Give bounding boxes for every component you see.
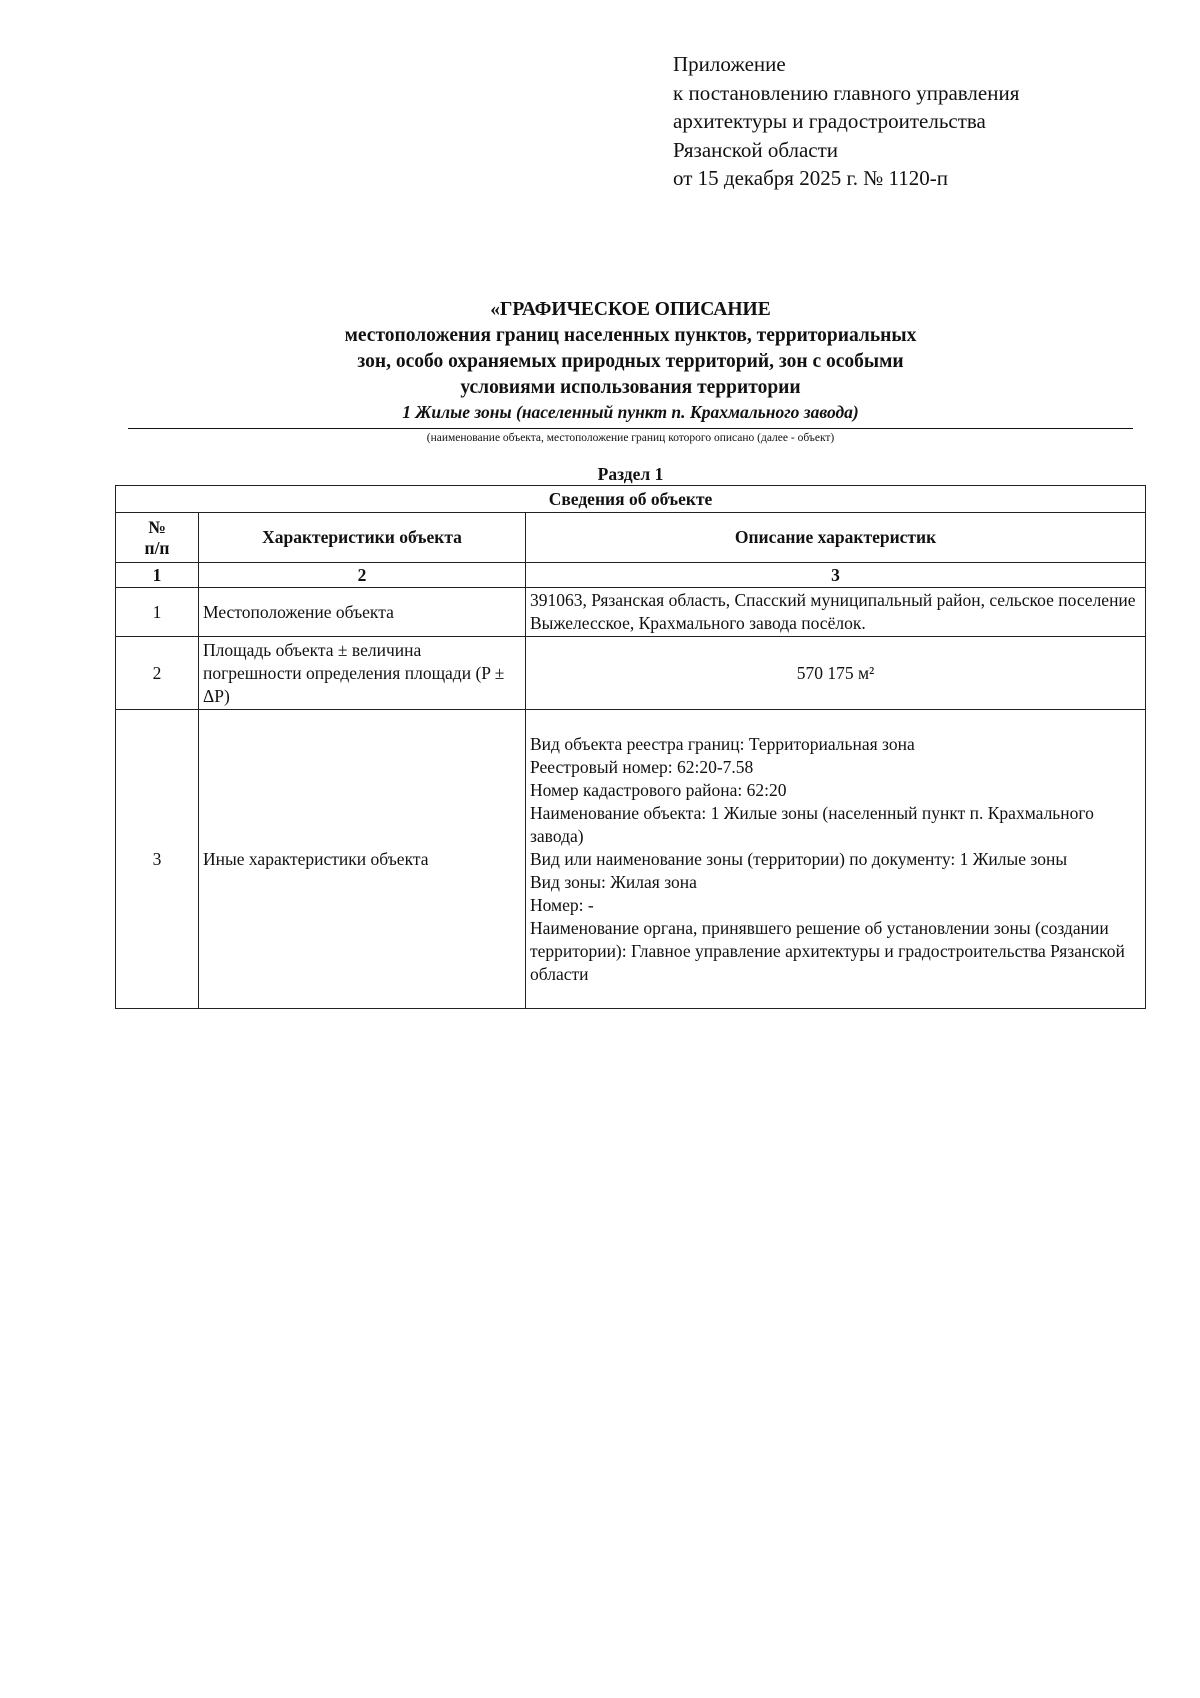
row-characteristic: Площадь объекта ± величина погрешности определения площади (P ± ΔP) [199,637,526,710]
description-line: Номер: - [530,894,594,915]
description-line: Вид или наименование зоны (территории) по документу: 1 Жилые зоны [530,848,1068,869]
header-num-line2: п/п [144,537,170,558]
description-line: Реестровый номер: 62:20-7.58 [530,756,754,777]
document-title [128,297,1133,401]
table-row [116,637,1146,710]
object-caption: (наименование объекта, местоположение границ которого описано (далее - объект) [426,432,835,444]
description-line: Номер кадастрового района: 62:20 [530,779,787,800]
title-line: условиями использования территории [460,377,801,398]
row-description: 570 175 м² [526,637,1146,710]
title-line: местоположения границ населенных пунктов, территориальных [344,325,917,346]
description-line: Вид объекта реестра границ: Территориальная зона [530,733,915,754]
appendix-line: Приложение [673,52,786,76]
description-line: Вид зоны: Жилая зона [530,871,697,892]
row-description: 391063, Рязанская область, Спасский муниципальный район, сельское поселение Выжелесское, Крахмального завода посёлок. [526,588,1146,637]
row-number: 1 [116,588,199,637]
appendix-line: к постановлению главного управления [673,80,1020,105]
title-line: «ГРАФИЧЕСКОЕ ОПИСАНИЕ [490,299,771,320]
section-label: Раздел 1 [597,464,664,484]
table-caption: Сведения об объекте [116,486,1146,513]
row-description [526,710,1146,1009]
header-num [116,513,199,563]
row-characteristic: Иные характеристики объекта [199,710,526,1009]
column-number: 3 [526,563,1146,588]
object-name: 1 Жилые зоны (населенный пункт п. Крахмального завода) [402,402,859,422]
header-description: Описание характеристик [526,513,1146,563]
table-row [116,588,1146,637]
row-number: 2 [116,637,199,710]
appendix-line: архитектуры и градостроительства [673,109,986,133]
row-characteristic: Местоположение объекта [199,588,526,637]
title-divider [128,428,1133,429]
description-line: Наименование объекта: 1 Жилые зоны (населенный пункт п. Крахмального завода) [530,802,1094,846]
title-line: зон, особо охраняемых природных территорий, зон с особыми [357,351,904,372]
table-header-row [116,513,1146,563]
table-caption-row [116,486,1146,513]
appendix-line: от 15 декабря 2025 г. № 1120-п [673,166,948,190]
table-row [116,710,1146,1009]
object-info-table [115,485,1146,1009]
appendix-line: Рязанской области [673,137,839,162]
appendix-block [673,50,1153,193]
column-number: 2 [199,563,526,588]
column-number-row [116,563,1146,588]
row-number: 3 [116,710,199,1009]
column-number: 1 [116,563,199,588]
header-num-line1: № [148,516,166,537]
description-line: Наименование органа, принявшего решение об установлении зоны (создании территории): Главное управление архитектуры и градостроительства Рязанской области [530,917,1125,984]
header-characteristics: Характеристики объекта [199,513,526,563]
